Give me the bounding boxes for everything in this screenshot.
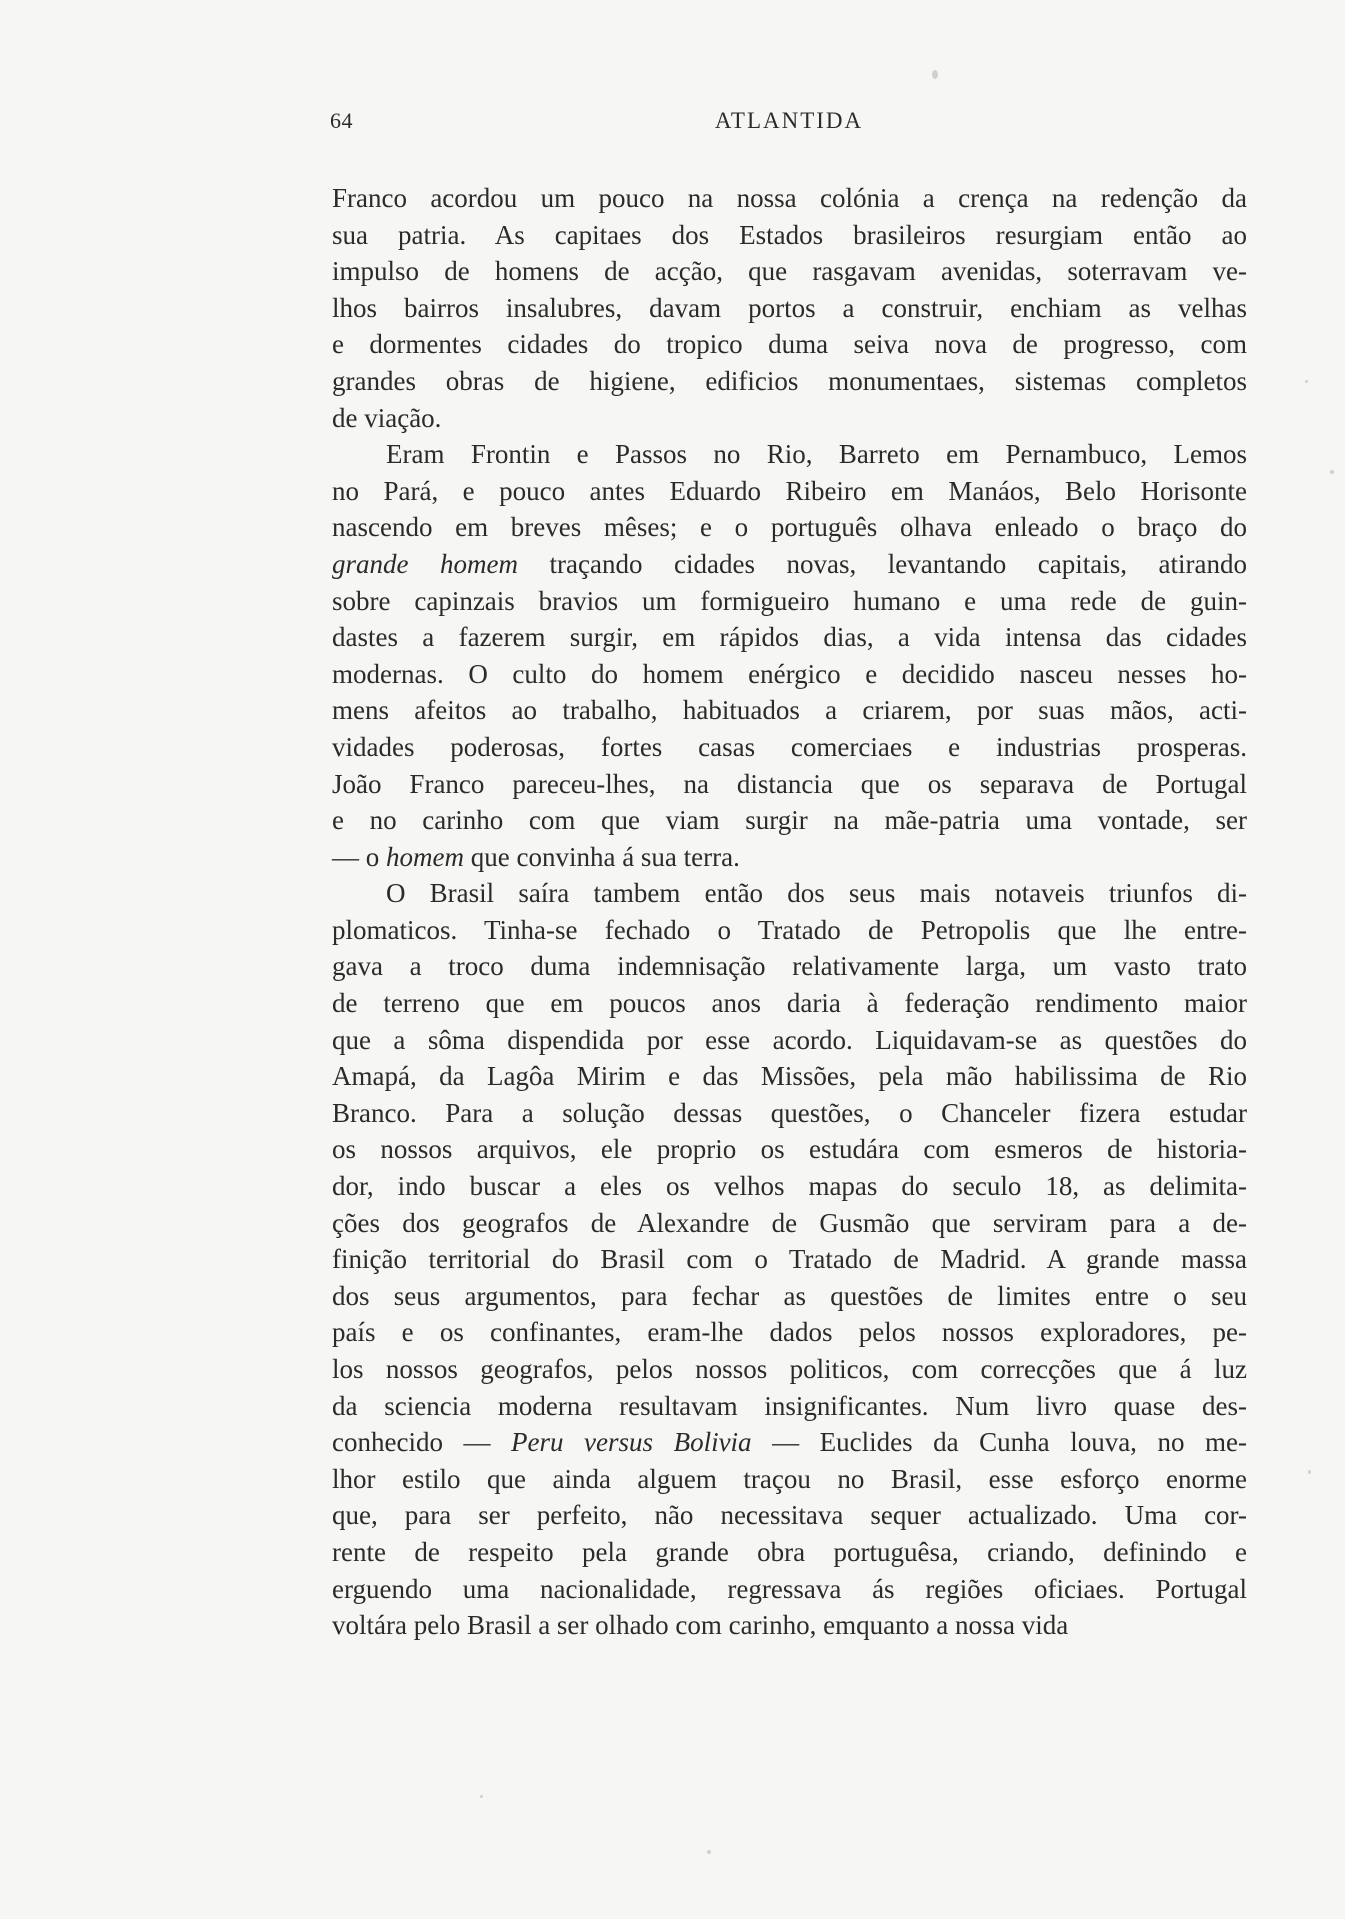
text-line: que, para ser perfeito, não necessitava sequer actualizado. Uma cor- (332, 1500, 1247, 1531)
text-line: ções dos geografos de Alexandre de Gusmão que serviram para a de- (332, 1207, 1247, 1238)
scan-speck (1305, 380, 1308, 383)
italic-phrase: homem (386, 841, 464, 872)
text-line: que a sôma dispendida por esse acordo. Liquidavam-se as questões do (332, 1024, 1247, 1055)
text-line: grandes obras de higiene, edificios monumentaes, sistemas completos (332, 365, 1247, 396)
text-line: dastes a fazerem surgir, em rápidos dias, a vida intensa das cidades (332, 622, 1247, 653)
text-line: modernas. O culto do homem enérgico e decidido nasceu nesses ho- (332, 658, 1247, 689)
text-line: erguendo uma nacionalidade, regressava ás regiões oficiaes. Portugal (332, 1573, 1247, 1604)
text-line: no Pará, e pouco antes Eduardo Ribeiro em Manáos, Belo Horisonte (332, 475, 1247, 506)
text-line: Branco. Para a solução dessas questões, o Chanceler fizera estudar (332, 1097, 1247, 1128)
text-line: Franco acordou um pouco na nossa colónia a crença na redenção da (332, 183, 1247, 213)
text-line: dos seus argumentos, para fechar as questões de limites entre o seu (332, 1280, 1247, 1311)
text-line: de terreno que em poucos anos daria à federação rendimento maior (332, 988, 1247, 1019)
text-line: O Brasil saíra tambem então dos seus mais notaveis triunfos di- (386, 878, 1247, 909)
body-text (332, 180, 1247, 1644)
scan-speck (1330, 470, 1334, 474)
text-line: gava a troco duma indemnisação relativamente larga, um vasto trato (332, 951, 1247, 982)
text-line: conhecido — Peru versus Bolivia — Euclides da Cunha louva, no me- (332, 1427, 1247, 1458)
running-head (330, 108, 1248, 142)
text-line: da sciencia moderna resultavam insignificantes. Num livro quase des- (332, 1390, 1247, 1421)
running-title: ATLANTIDA (714, 108, 864, 133)
italic-phrase: grande homem (332, 548, 519, 579)
text-line: vidades poderosas, fortes casas comerciaes e industrias prosperas. (332, 731, 1247, 762)
text-line: finição territorial do Brasil com o Tratado de Madrid. A grande massa (332, 1244, 1247, 1275)
scan-speck (480, 1795, 483, 1798)
text-line: os nossos arquivos, ele proprio os estudára com esmeros de historia- (332, 1134, 1247, 1165)
text-line: Eram Frontin e Passos no Rio, Barreto em Pernambuco, Lemos (386, 439, 1247, 470)
italic-phrase: Peru versus Bolivia (511, 1427, 752, 1458)
text-line: rente de respeito pela grande obra portuguêsa, criando, definindo e (332, 1536, 1247, 1567)
text-line: sua patria. As capitaes dos Estados brasileiros resurgiam então ao (332, 219, 1247, 250)
text-line: lhos bairros insalubres, davam portos a construir, enchiam as velhas (332, 292, 1247, 323)
text-line: impulso de homens de acção, que rasgavam avenidas, soterravam ve- (332, 256, 1247, 287)
text-line: voltára pelo Brasil a ser olhado com carinho, emquanto a nossa vida (332, 1610, 1069, 1641)
text-line: los nossos geografos, pelos nossos politicos, com correcções que á luz (332, 1354, 1247, 1384)
page-number: 64 (330, 108, 353, 133)
text-line: Amapá, da Lagôa Mirim e das Missões, pela mão habilissima de Rio (332, 1061, 1247, 1092)
text-line: plomaticos. Tinha-se fechado o Tratado de Petropolis que lhe entre- (332, 914, 1247, 945)
text-line: país e os confinantes, eram-lhe dados pelos nossos exploradores, pe- (332, 1317, 1247, 1348)
paragraph-1 (332, 180, 1247, 436)
text-line: mens afeitos ao trabalho, habituados a criarem, por suas mãos, acti- (332, 695, 1247, 726)
text-line: e dormentes cidades do tropico duma seiva nova de progresso, com (332, 329, 1247, 360)
scan-speck (707, 1850, 711, 1854)
text-line: João Franco pareceu-lhes, na distancia que os separava de Portugal (332, 768, 1247, 799)
text-line: grande homem traçando cidades novas, levantando capitais, atirando (332, 548, 1247, 579)
scan-speck (1308, 1470, 1311, 1474)
paragraph-2 (332, 436, 1247, 875)
text-line: sobre capinzais bravios um formigueiro humano e uma rede de guin- (332, 585, 1247, 616)
text-line: nascendo em breves mêses; e o português olhava enleado o braço do (332, 512, 1247, 543)
text-line: de viação. (332, 402, 442, 433)
text-line: e no carinho com que viam surgir na mãe-patria uma vontade, ser (332, 805, 1247, 836)
text-line: dor, indo buscar a eles os velhos mapas do seculo 18, as delimita- (332, 1171, 1247, 1202)
scan-speck (932, 70, 938, 79)
text-line: — o homem que convinha á sua terra. (332, 841, 740, 872)
paragraph-3 (332, 875, 1247, 1643)
text-line: lhor estilo que ainda alguem traçou no Brasil, esse esforço enorme (332, 1463, 1247, 1494)
